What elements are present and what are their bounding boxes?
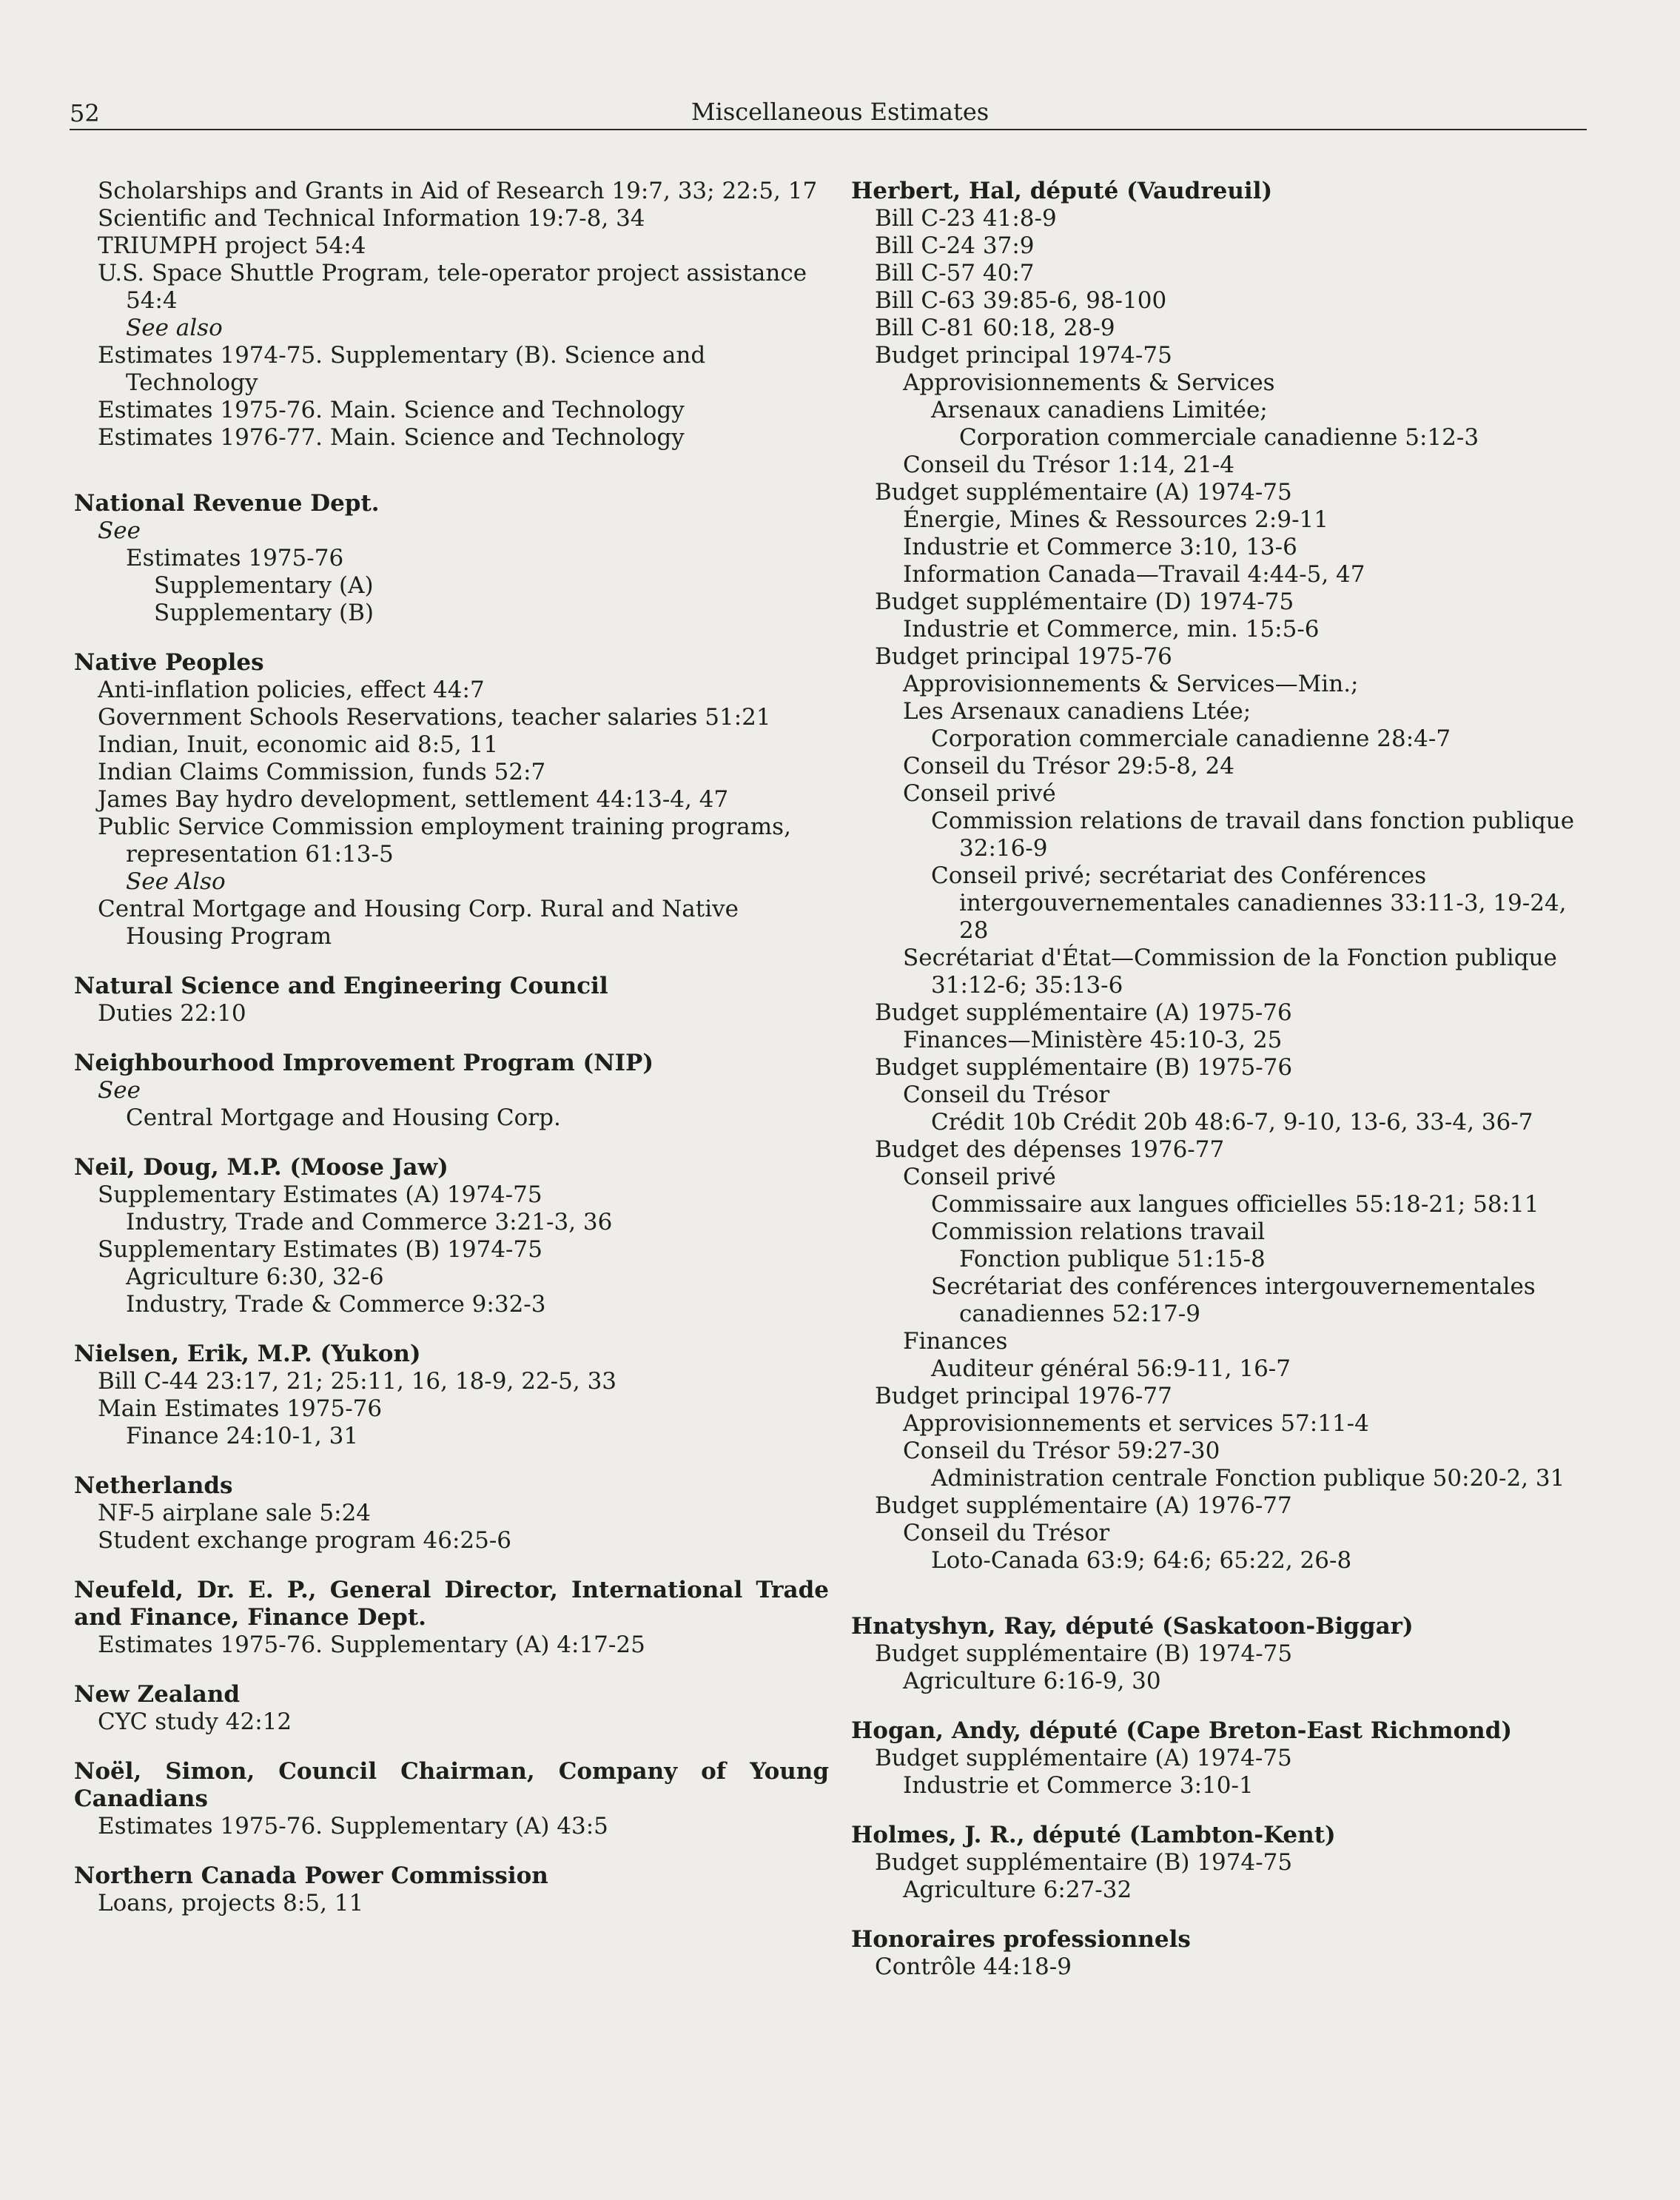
subentry: Conseil du Trésor: [903, 1081, 1110, 1108]
subentry: Budget supplémentaire (B) 1974-75: [875, 1640, 1293, 1667]
subentry: Budget principal 1974-75: [875, 342, 1172, 369]
subentry: Government Schools Reservations, teacher salaries 51:21: [98, 704, 771, 731]
subentry: Estimates 1974-75. Supplementary (B). Science and Technology: [98, 342, 706, 396]
subentry: Anti-inflation policies, effect 44:7: [98, 677, 485, 703]
index-entry: [74, 1050, 829, 1132]
subentry: Agriculture 6:30, 32-6: [126, 1264, 384, 1290]
subentry: Supplementary Estimates (A) 1974-75: [98, 1181, 542, 1208]
subentry: Contrôle 44:18-9: [875, 1953, 1072, 1980]
subentry: Budget des dépenses 1976-77: [875, 1136, 1225, 1163]
subentry: Agriculture 6:27-32: [903, 1877, 1132, 1903]
subentry: Approvisionnements & Services—Min.;: [903, 671, 1359, 697]
subentry: Supplementary (A): [154, 572, 374, 599]
subentry: Conseil du Trésor 59:27-30: [903, 1438, 1220, 1464]
subentry: Central Mortgage and Housing Corp. Rural and Native Housing Program: [98, 896, 739, 950]
entry-heading: Neil, Doug, M.P. (Moose Jaw): [74, 1154, 448, 1181]
subentry: Commission relations de travail dans fonction publique 32:16-9: [931, 808, 1575, 862]
cross-reference-label: See: [98, 1077, 141, 1104]
subentry: Industrie et Commerce, min. 15:5-6: [903, 616, 1320, 643]
subentry: Budget supplémentaire (B) 1975-76: [875, 1054, 1293, 1081]
index-entry: [74, 490, 829, 627]
subentry: Finances—Ministère 45:10-3, 25: [903, 1027, 1283, 1053]
entry-heading: Neufeld, Dr. E. P., General Director, International Trade and Finance, Finance Dept.: [74, 1577, 829, 1631]
subentry: Budget supplémentaire (B) 1974-75: [875, 1849, 1293, 1876]
subentry: Secrétariat des conférences intergouvernementales canadiennes 52:17-9: [931, 1273, 1536, 1327]
index-entry: [74, 1577, 829, 1659]
subentry: Arsenaux canadiens Limitée;: [931, 397, 1268, 423]
subentry: Bill C-44 23:17, 21; 25:11, 16, 18-9, 22-5, 33: [98, 1368, 617, 1395]
subentry: Finance 24:10-1, 31: [126, 1423, 359, 1449]
subentry: Loans, projects 8:5, 11: [98, 1890, 364, 1916]
index-column-right: [851, 178, 1591, 2003]
header-rule: [70, 129, 1587, 130]
index-entry: [851, 1926, 1591, 1981]
cross-reference-label: See Also: [126, 868, 226, 895]
subentry: Indian Claims Commission, funds 52:7: [98, 759, 546, 785]
index-entry: [74, 973, 829, 1027]
index-entry: [74, 1758, 829, 1840]
index-entry: [851, 1717, 1591, 1800]
entry-heading: Hogan, Andy, député (Cape Breton-East Richmond): [851, 1717, 1513, 1744]
index-entry: [74, 178, 829, 452]
subentry: Conseil du Trésor 1:14, 21-4: [903, 452, 1235, 478]
entry-heading: Northern Canada Power Commission: [74, 1862, 548, 1889]
subentry: U.S. Space Shuttle Program, tele-operator project assistance 54:4: [98, 260, 807, 314]
entry-heading: Neighbourhood Improvement Program (NIP): [74, 1050, 654, 1076]
index-entry: [74, 1472, 829, 1555]
subentry: Estimates 1976-77. Main. Science and Technology: [98, 424, 685, 451]
subentry: Duties 22:10: [98, 1000, 246, 1027]
subentry: Approvisionnements & Services: [903, 369, 1275, 396]
entry-heading: Hnatyshyn, Ray, député (Saskatoon-Biggar): [851, 1613, 1414, 1640]
subentry: NF-5 airplane sale 5:24: [98, 1500, 372, 1526]
entry-heading: Honoraires professionnels: [851, 1926, 1191, 1953]
subentry: Conseil du Trésor: [903, 1520, 1110, 1546]
subentry: Approvisionnements et services 57:11-4: [903, 1410, 1369, 1437]
subentry: Industrie et Commerce 3:10, 13-6: [903, 534, 1297, 560]
subentry: Crédit 10b Crédit 20b 48:6-7, 9-10, 13-6, 33-4, 36-7: [931, 1109, 1533, 1136]
subentry: Industry, Trade and Commerce 3:21-3, 36: [126, 1209, 613, 1235]
subentry: Bill C-23 41:8-9: [875, 205, 1057, 232]
cross-reference-label: See also: [126, 315, 223, 341]
subentry: Conseil du Trésor 29:5-8, 24: [903, 753, 1235, 779]
subentry: Estimates 1975-76. Main. Science and Technology: [98, 397, 685, 423]
index-entry: [851, 1613, 1591, 1695]
subentry: Loto-Canada 63:9; 64:6; 65:22, 26-8: [931, 1547, 1352, 1574]
subentry: James Bay hydro development, settlement 44:13-4, 47: [98, 786, 729, 813]
entry-heading: New Zealand: [74, 1681, 241, 1708]
subentry: Conseil privé: [903, 1164, 1056, 1190]
index-entry: [74, 1862, 829, 1917]
subentry: Conseil privé; secrétariat des Conférences intergouvernementales canadiennes 33:11-3, 19-24, 28: [931, 862, 1567, 944]
entry-heading: Native Peoples: [74, 649, 264, 676]
subentry: Auditeur général 56:9-11, 16-7: [931, 1355, 1291, 1382]
subentry: Scientific and Technical Information 19:7-8, 34: [98, 205, 645, 232]
subentry: Bill C-63 39:85-6, 98-100: [875, 287, 1167, 314]
subentry: Main Estimates 1975-76: [98, 1395, 383, 1422]
entry-heading: Holmes, J. R., député (Lambton-Kent): [851, 1822, 1336, 1848]
subentry: Budget principal 1976-77: [875, 1383, 1172, 1409]
subentry: Estimates 1975-76: [126, 545, 344, 571]
index-entry: [74, 1681, 829, 1736]
subentry: Agriculture 6:16-9, 30: [903, 1668, 1161, 1694]
subentry: TRIUMPH project 54:4: [98, 232, 366, 259]
subentry: Conseil privé: [903, 780, 1056, 807]
subentry: Budget supplémentaire (A) 1974-75: [875, 479, 1292, 506]
subentry: Industrie et Commerce 3:10-1: [903, 1772, 1254, 1799]
subentry: Estimates 1975-76. Supplementary (A) 4:17-25: [98, 1631, 645, 1658]
index-entry: [74, 1154, 829, 1318]
index-entry: [74, 649, 829, 950]
subentry: Indian, Inuit, economic aid 8:5, 11: [98, 731, 499, 758]
entry-heading: National Revenue Dept.: [74, 490, 380, 517]
subentry: Bill C-24 37:9: [875, 232, 1035, 259]
subentry: Public Service Commission employment training programs, representation 61:13-5: [98, 814, 791, 868]
subentry: Administration centrale Fonction publique 50:20-2, 31: [931, 1465, 1565, 1492]
page-number: 52: [70, 99, 100, 127]
subentry: Corporation commerciale canadienne 28:4-7: [931, 725, 1451, 752]
subentry: Commission relations travail: [931, 1218, 1266, 1245]
index-entry: [74, 1341, 829, 1450]
subentry: Finances: [903, 1328, 1008, 1355]
index-entry: [851, 178, 1591, 1574]
subentry: Budget supplémentaire (A) 1974-75: [875, 1745, 1292, 1771]
subentry: Supplementary Estimates (B) 1974-75: [98, 1236, 542, 1263]
subentry: Information Canada—Travail 4:44-5, 47: [903, 561, 1365, 588]
subentry: Secrétariat d'État—Commission de la Fonction publique 31:12-6; 35:13-6: [903, 945, 1557, 999]
entry-heading: Netherlands: [74, 1472, 233, 1499]
subentry: Budget supplémentaire (A) 1975-76: [875, 999, 1292, 1026]
entry-heading: Herbert, Hal, député (Vaudreuil): [851, 178, 1273, 204]
subentry: Les Arsenaux canadiens Ltée;: [903, 698, 1251, 725]
subentry: Budget supplémentaire (D) 1974-75: [875, 588, 1294, 615]
index-column-left: [74, 178, 829, 1939]
subentry: Corporation commerciale canadienne 5:12-3: [959, 424, 1479, 451]
entry-heading: Nielsen, Erik, M.P. (Yukon): [74, 1341, 421, 1367]
subentry: Central Mortgage and Housing Corp.: [126, 1104, 561, 1131]
index-entry: [851, 1822, 1591, 1904]
subentry: Énergie, Mines & Ressources 2:9-11: [903, 506, 1328, 533]
subentry: Budget principal 1975-76: [875, 643, 1172, 670]
subentry: Bill C-57 40:7: [875, 260, 1035, 286]
entry-heading: Natural Science and Engineering Council: [74, 973, 608, 999]
subentry: CYC study 42:12: [98, 1708, 292, 1735]
subentry: Supplementary (B): [154, 600, 374, 626]
subentry: Fonction publique 51:15-8: [959, 1246, 1266, 1272]
subentry: Scholarships and Grants in Aid of Research 19:7, 33; 22:5, 17: [98, 178, 818, 204]
entry-heading: Noël, Simon, Council Chairman, Company of Young Canadians: [74, 1758, 829, 1812]
subentry: Bill C-81 60:18, 28-9: [875, 315, 1115, 341]
subentry: Commissaire aux langues officielles 55:18-21; 58:11: [931, 1191, 1539, 1218]
cross-reference-label: See: [98, 517, 141, 544]
subentry: Student exchange program 46:25-6: [98, 1527, 512, 1554]
subentry: Budget supplémentaire (A) 1976-77: [875, 1492, 1292, 1519]
subentry: Industry, Trade & Commerce 9:32-3: [126, 1291, 546, 1318]
running-title: Miscellaneous Estimates: [691, 98, 989, 126]
subentry: Estimates 1975-76. Supplementary (A) 43:5: [98, 1813, 608, 1840]
